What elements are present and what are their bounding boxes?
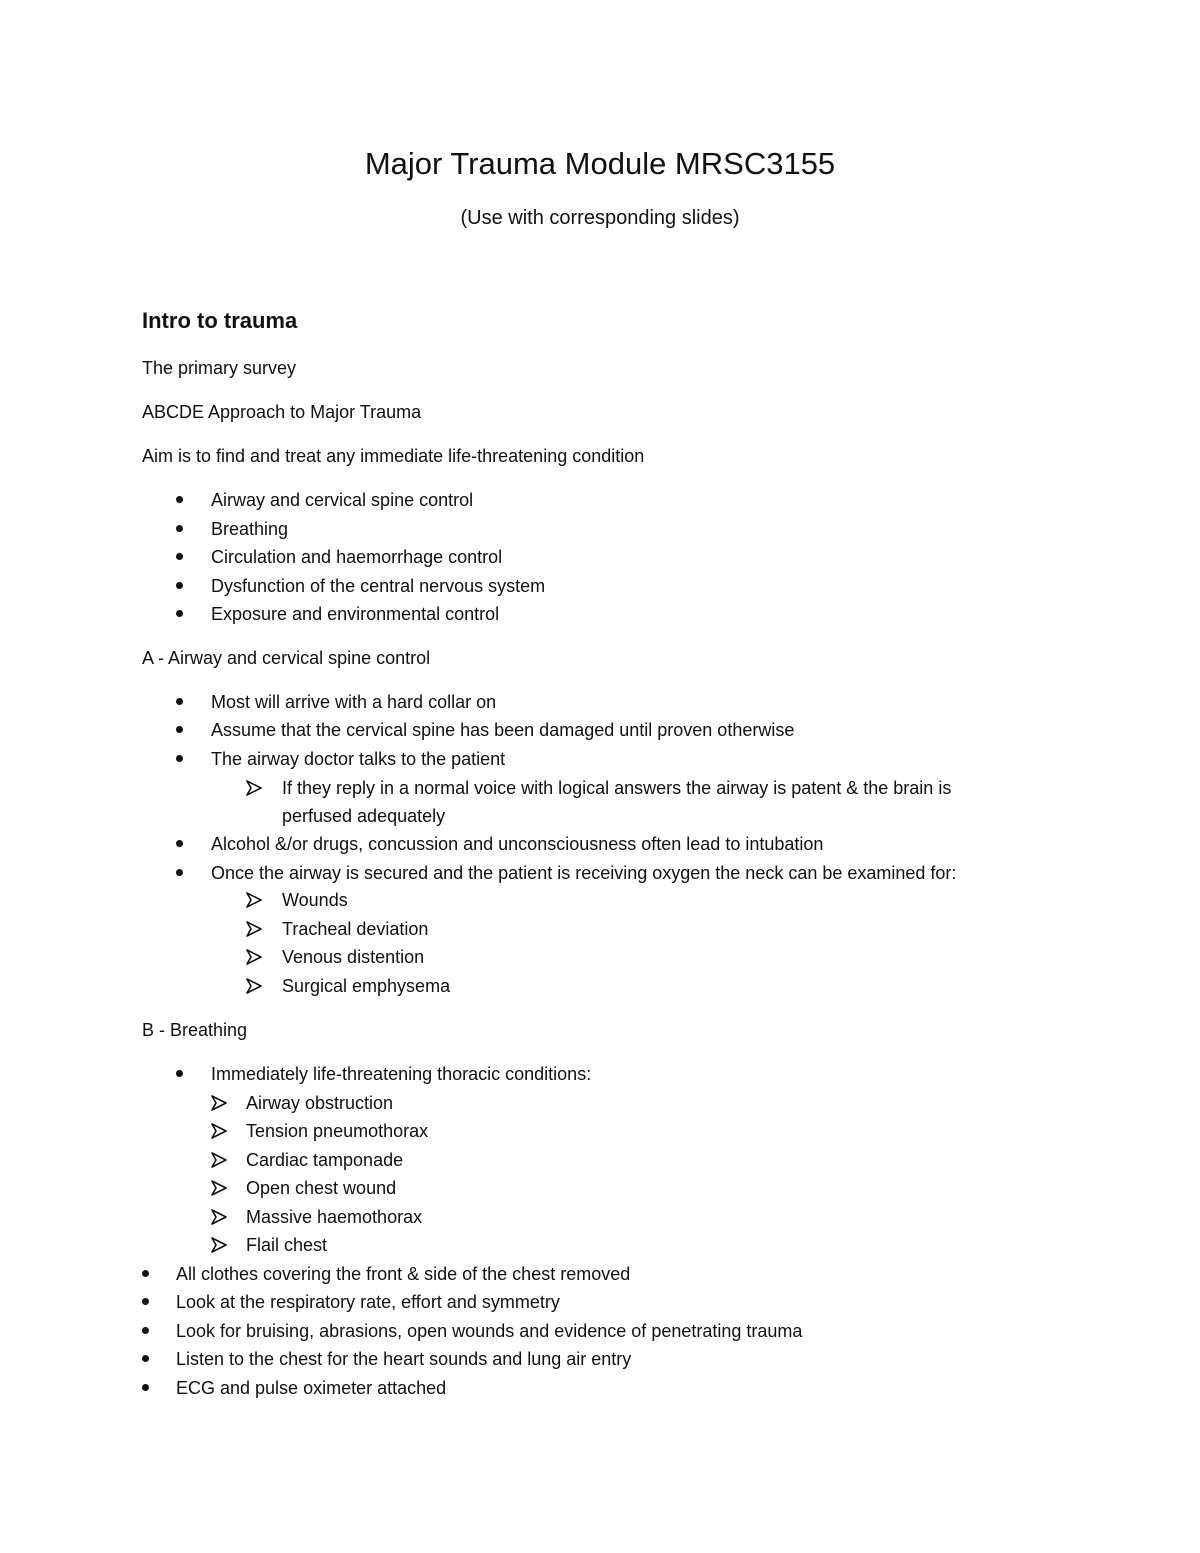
arrowhead-bullet-icon [246,780,262,796]
sub-list-item: Tracheal deviation [282,919,429,939]
bullet-icon [176,755,183,762]
list-item: The airway doctor talks to the patient [211,749,506,769]
arrowhead-bullet-icon [211,1152,227,1168]
breathing-heading: B - Breathing [142,1020,248,1040]
sub-list-item: Wounds [282,890,348,910]
arrowhead-bullet-icon [211,1180,227,1196]
list-item: Look for bruising, abrasions, open wounds and evidence of penetrating trauma [176,1321,803,1341]
arrowhead-bullet-icon [246,949,262,965]
paragraph-abcde-approach: ABCDE Approach to Major Trauma [142,402,422,422]
bullet-icon [176,553,183,560]
list-item: Look at the respiratory rate, effort and symmetry [176,1292,560,1312]
sub-list-item: Massive haemothorax [246,1207,423,1227]
list-item: Circulation and haemorrhage control [211,547,503,567]
sub-list-item: If they reply in a normal voice with logical answers the airway is patent & the brain is [282,778,952,798]
bullet-icon [176,840,183,847]
paragraph-primary-survey: The primary survey [142,358,297,378]
list-item: Once the airway is secured and the patient is receiving oxygen the neck can be examined for: [211,863,957,883]
bullet-icon [176,610,183,617]
airway-heading: A - Airway and cervical spine control [142,648,431,668]
list-item: ECG and pulse oximeter attached [176,1378,447,1398]
arrowhead-bullet-icon [246,892,262,908]
bullet-icon [176,869,183,876]
bullet-icon [176,496,183,503]
arrowhead-bullet-icon [246,921,262,937]
document-title: Major Trauma Module MRSC3155 [364,146,836,181]
section-heading: Intro to trauma [142,308,298,333]
arrowhead-bullet-icon [211,1237,227,1253]
list-item: Airway and cervical spine control [211,490,474,510]
list-item: Listen to the chest for the heart sounds and lung air entry [176,1349,632,1369]
bullet-icon [176,525,183,532]
list-item: Breathing [211,519,289,539]
arrowhead-bullet-icon [246,978,262,994]
sub-list-item: Tension pneumothorax [246,1121,429,1141]
document-subtitle: (Use with corresponding slides) [460,207,740,229]
sub-list-item: Cardiac tamponade [246,1150,404,1170]
sub-list-item: Venous distention [282,947,425,967]
sub-list-item: Flail chest [246,1235,328,1255]
bullet-icon [142,1327,149,1334]
list-item: All clothes covering the front & side of the chest removed [176,1264,631,1284]
paragraph-aim: Aim is to find and treat any immediate life-threatening condition [142,446,645,466]
list-item: Alcohol &/or drugs, concussion and unconsciousness often lead to intubation [211,834,824,854]
sub-list-item: Surgical emphysema [282,976,451,996]
sub-list-item: Open chest wound [246,1178,397,1198]
bullet-icon [176,582,183,589]
list-item: Immediately life-threatening thoracic conditions: [211,1064,592,1084]
list-item: Assume that the cervical spine has been damaged until proven otherwise [211,720,795,740]
list-item: Most will arrive with a hard collar on [211,692,497,712]
list-item: Exposure and environmental control [211,604,500,624]
bullet-icon [176,726,183,733]
bullet-icon [176,1070,183,1077]
bullet-icon [142,1298,149,1305]
list-item: Dysfunction of the central nervous system [211,576,546,596]
arrowhead-bullet-icon [211,1123,227,1139]
arrowhead-bullet-icon [211,1095,227,1111]
sub-list-item-continuation: perfused adequately [282,806,446,826]
sub-list-item: Airway obstruction [246,1093,394,1113]
bullet-icon [142,1384,149,1391]
arrowhead-bullet-icon [211,1209,227,1225]
bullet-icon [176,698,183,705]
bullet-icon [142,1270,149,1277]
bullet-icon [142,1355,149,1362]
